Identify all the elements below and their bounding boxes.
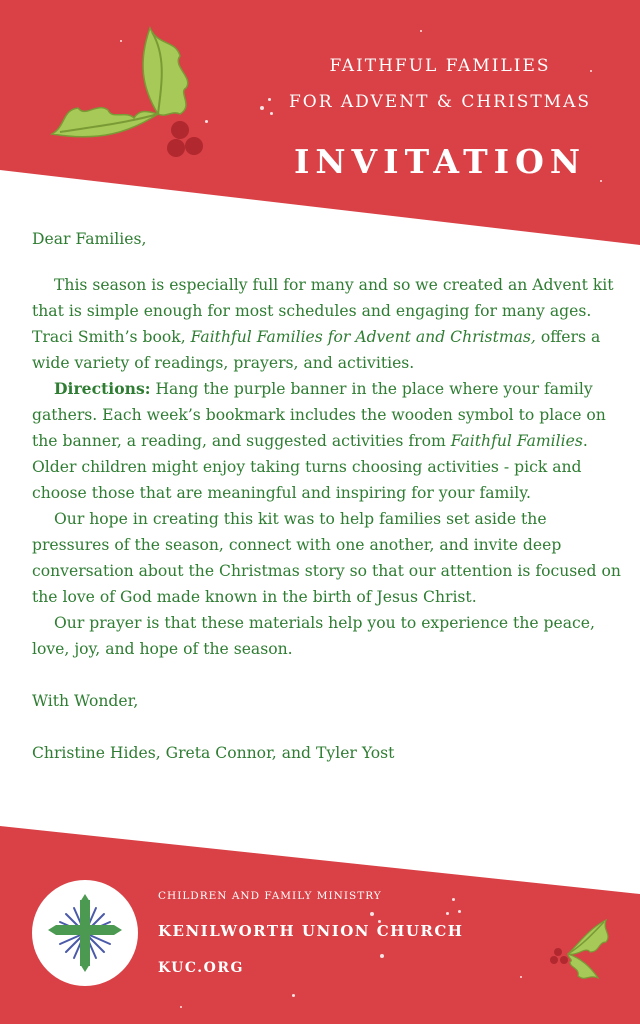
- paragraph-prayer: Our prayer is that these materials help you to experience the peace, love, joy, and hope of the season.: [32, 614, 595, 658]
- letter-greeting: Dear Families,: [32, 230, 147, 248]
- paragraph-directions-end: . Older children might enjoy taking turns choosing activities - pick and choose those that are meaningful and inspiring for your family.: [32, 432, 588, 502]
- holly-icon: [540, 912, 620, 987]
- header-line-1: FAITHFUL FAMILIES: [329, 56, 551, 76]
- snow-speck: [270, 112, 273, 115]
- book-title: Faithful Families for Advent and Christmas,: [190, 328, 536, 346]
- paragraph-directions-text: Hang the purple banner in the place where your family gathers. Each week’s bookmark includes the wooden symbol to place on the banner, a reading, and suggested activities from: [32, 380, 606, 450]
- letter-body: [32, 226, 624, 766]
- snow-speck: [446, 912, 449, 915]
- snow-speck: [458, 910, 461, 913]
- header-line-2: FOR ADVENT & CHRISTMAS: [288, 92, 592, 112]
- letter-signature: Christine Hides, Greta Connor, and Tyler Yost: [32, 744, 395, 762]
- church-logo: [32, 880, 138, 986]
- snow-speck: [370, 912, 374, 916]
- paragraph-directions: [32, 376, 624, 506]
- snow-speck: [520, 976, 522, 978]
- snow-speck: [420, 30, 422, 32]
- paragraph-intro: [32, 272, 624, 376]
- snow-speck: [380, 954, 384, 958]
- snow-speck: [452, 898, 455, 901]
- ministry-name: CHILDREN AND FAMILY MINISTRY: [158, 890, 382, 902]
- page-title: INVITATION: [293, 142, 587, 181]
- book-title-short: Faithful Families: [450, 432, 583, 450]
- snow-speck: [292, 994, 295, 997]
- snow-speck: [180, 1006, 182, 1008]
- cross-logo-icon: [32, 880, 138, 986]
- paragraph-intro-text: This season is especially full for many and so we created an Advent kit that is simple enough for most schedules and engaging for many ages. Traci Smith’s book,: [32, 276, 614, 346]
- website-link[interactable]: KUC.ORG: [158, 960, 244, 976]
- paragraph-intro-end: offers a wide variety of readings, prayers, and activities.: [32, 328, 601, 372]
- church-name: KENILWORTH UNION CHURCH: [158, 922, 464, 940]
- paragraph-hope: Our hope in creating this kit was to help families set aside the pressures of the season, connect with one another, and invite deep conversation about the Christmas story so that our attention is focused on the love of God made known in the birth of Jesus Christ.: [32, 510, 621, 606]
- directions-label: Directions:: [54, 379, 151, 398]
- holly-icon: [30, 22, 220, 187]
- letter-closing: With Wonder,: [32, 692, 139, 710]
